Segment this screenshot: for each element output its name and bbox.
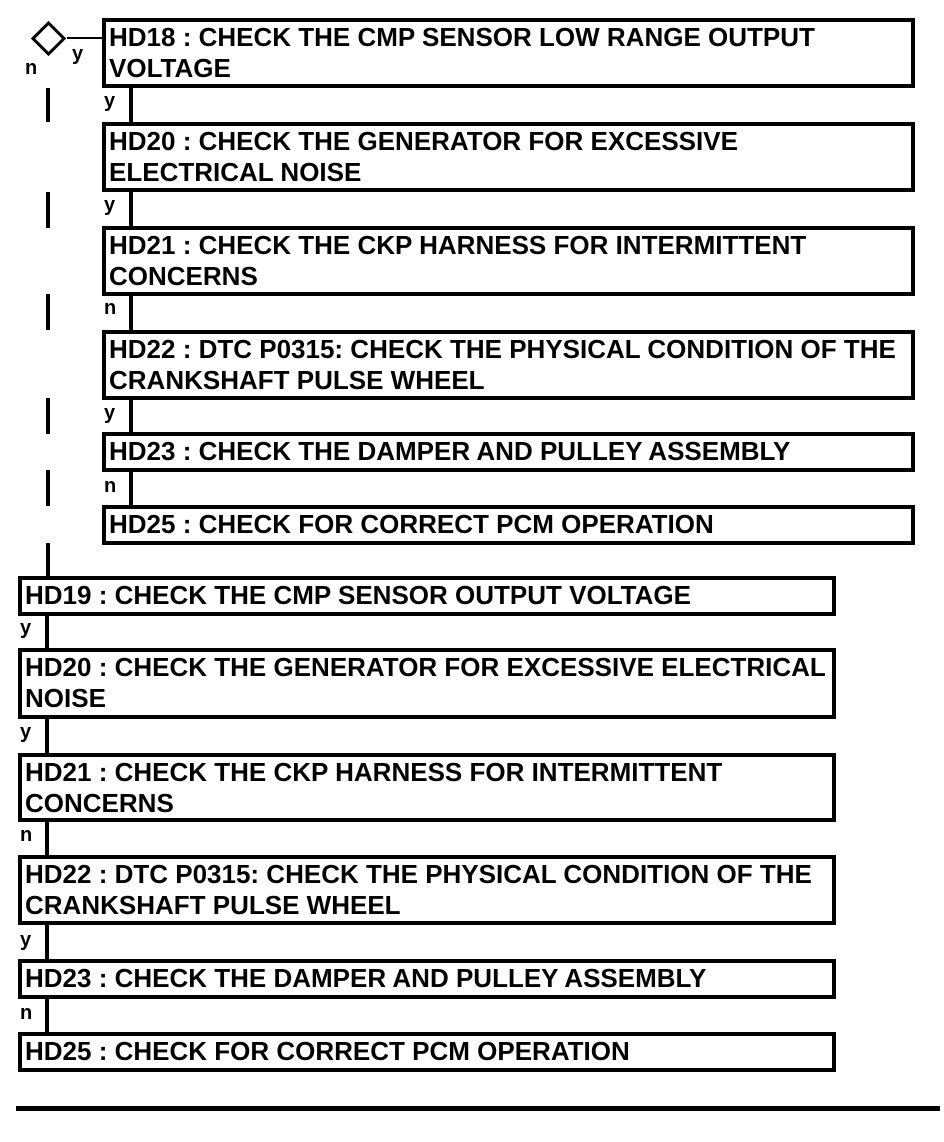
branch-b-connector <box>45 717 49 755</box>
branch-b-connector <box>45 614 49 650</box>
branch-a-connector <box>129 398 133 434</box>
branch-a-step: HD25 : CHECK FOR CORRECT PCM OPERATION <box>102 505 915 545</box>
branch-a-step: HD23 : CHECK THE DAMPER AND PULLEY ASSEMBLY <box>102 432 915 472</box>
branch-b-result-label: y <box>20 617 32 639</box>
branch-b-step: HD21 : CHECK THE CKP HARNESS FOR INTERMITTENT CONCERNS <box>18 753 836 822</box>
branch-a-result-label: n <box>104 475 117 497</box>
branch-b-connector <box>45 820 49 857</box>
branch-a-connector <box>129 192 133 228</box>
branch-b-step: HD25 : CHECK FOR CORRECT PCM OPERATION <box>18 1032 836 1072</box>
branch-b-step: HD22 : DTC P0315: CHECK THE PHYSICAL CONDITION OF THE CRANKSHAFT PULSE WHEEL <box>18 855 836 925</box>
connector-no-segment <box>46 192 50 228</box>
connector-no-segment <box>46 543 50 577</box>
branch-a-result-label: y <box>104 402 116 424</box>
branch-a-connector <box>129 294 133 330</box>
branch-b-result-label: y <box>20 929 32 951</box>
branch-b-connector <box>45 997 49 1033</box>
decision-no-label: n <box>25 57 38 79</box>
decision-yes-label: y <box>72 43 84 65</box>
connector-no-segment <box>46 398 50 434</box>
branch-a-step: HD21 : CHECK THE CKP HARNESS FOR INTERMITTENT CONCERNS <box>102 226 915 296</box>
branch-b-result-label: y <box>20 721 32 743</box>
branch-a-step: HD22 : DTC P0315: CHECK THE PHYSICAL CONDITION OF THE CRANKSHAFT PULSE WHEEL <box>102 330 915 400</box>
decision-diamond <box>31 21 66 56</box>
branch-a-connector <box>129 470 133 506</box>
branch-a-result-label: y <box>104 90 116 112</box>
branch-b-step: HD23 : CHECK THE DAMPER AND PULLEY ASSEMBLY <box>18 959 836 999</box>
connector-no-segment <box>46 294 50 330</box>
footer-rule <box>16 1106 940 1111</box>
branch-a-result-label: n <box>104 297 117 319</box>
branch-b-result-label: n <box>20 1002 33 1024</box>
connector-yes-horizontal <box>67 37 105 39</box>
branch-a-result-label: y <box>104 194 116 216</box>
branch-b-connector <box>45 923 49 961</box>
branch-b-result-label: n <box>20 824 33 846</box>
connector-no-segment <box>46 88 50 122</box>
branch-a-connector <box>129 88 133 122</box>
connector-no-segment <box>46 470 50 506</box>
branch-a-step: HD18 : CHECK THE CMP SENSOR LOW RANGE OUTPUT VOLTAGE <box>102 18 915 88</box>
branch-a-step: HD20 : CHECK THE GENERATOR FOR EXCESSIVE ELECTRICAL NOISE <box>102 122 915 192</box>
branch-b-step: HD20 : CHECK THE GENERATOR FOR EXCESSIVE ELECTRICAL NOISE <box>18 648 836 719</box>
branch-b-step: HD19 : CHECK THE CMP SENSOR OUTPUT VOLTAGE <box>18 576 836 616</box>
